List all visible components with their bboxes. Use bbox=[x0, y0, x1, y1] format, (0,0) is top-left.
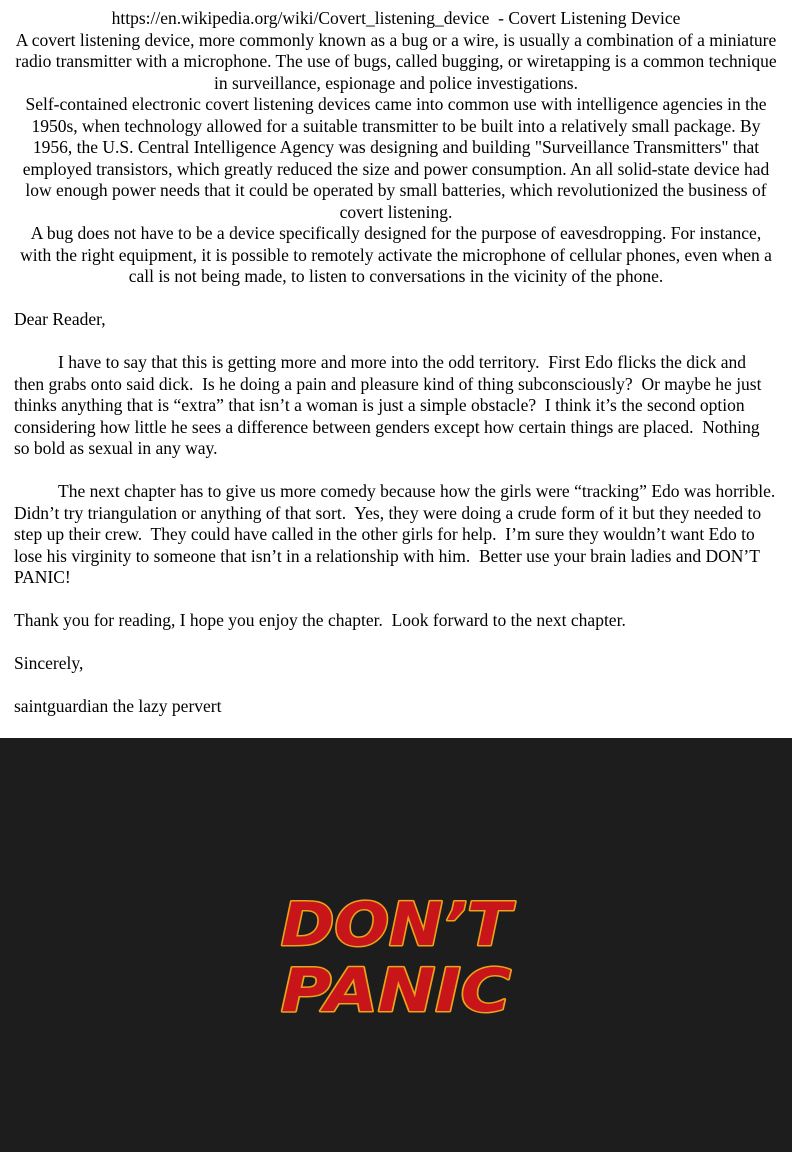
wiki-paragraph-2: Self-contained electronic covert listening devices came into common use with intelligence agencies in the 1950s, when technology allowed for a suitable transmitter to be built into a relatively small package. By 1956, the U.S. Central Intelligence Agency was designing and building "Surveillance Transmitters" that employed transistors, which greatly reduced the size and power consumption. An all solid-state device had low enough power needs that it could be operated by small batteries, which revolutionized the business of covert listening. bbox=[22, 94, 774, 222]
dont-panic-banner bbox=[0, 738, 792, 1152]
wiki-url-line: https://en.wikipedia.org/wiki/Covert_listening_device - Covert Listening Device bbox=[111, 8, 681, 28]
signature-line: saintguardian the lazy pervert bbox=[14, 696, 222, 716]
letter-paragraph-1: I have to say that this is getting more and more into the odd territory. First Edo flicks the dick and then grabs onto said dick. Is he doing a pain and pleasure kind of thing subconsciously? Or maybe he just thinks anything that is “extra” that isn’t a woman is just a simple obstacle? I think it’s the second option considering how little he sees a difference between genders except how certain things are placed. Nothing so bold as sexual in any way. bbox=[14, 352, 766, 458]
letter-paragraph-2: The next chapter has to give us more comedy because how the girls were “tracking” Edo was horrible. Didn’t try triangulation or anything of that sort. Yes, they were doing a crude form of it but they needed to step up their crew. They could have called in the other girls for help. I’m sure they wouldn’t want Edo to lose his virginity to someone that isn’t in a relationship with him. Better use your brain ladies and DON’T PANIC! bbox=[14, 481, 784, 587]
closing-line: Sincerely, bbox=[14, 653, 84, 673]
wiki-paragraph-1: A covert listening device, more commonly known as a bug or a wire, is usually a combination of a miniature radio transmitter with a microphone. The use of bugs, called bugging, or wiretapping is a common technique in surveillance, espionage and police investigations. bbox=[15, 29, 781, 93]
logo-text-dont: DON’T bbox=[281, 898, 516, 960]
thanks-line: Thank you for reading, I hope you enjoy the chapter. Look forward to the next chapter. bbox=[14, 610, 626, 630]
wiki-paragraph-3: A bug does not have to be a device specifically designed for the purpose of eavesdropping. For instance, with the right equipment, it is possible to remotely activate the microphone of cellular phones, even when a call is not being made, to listen to conversations in the vicinity of the phone. bbox=[20, 223, 777, 286]
dont-panic-logo bbox=[265, 898, 527, 1026]
salutation: Dear Reader, bbox=[14, 309, 106, 329]
logo-text-panic: PANIC bbox=[281, 956, 511, 1026]
